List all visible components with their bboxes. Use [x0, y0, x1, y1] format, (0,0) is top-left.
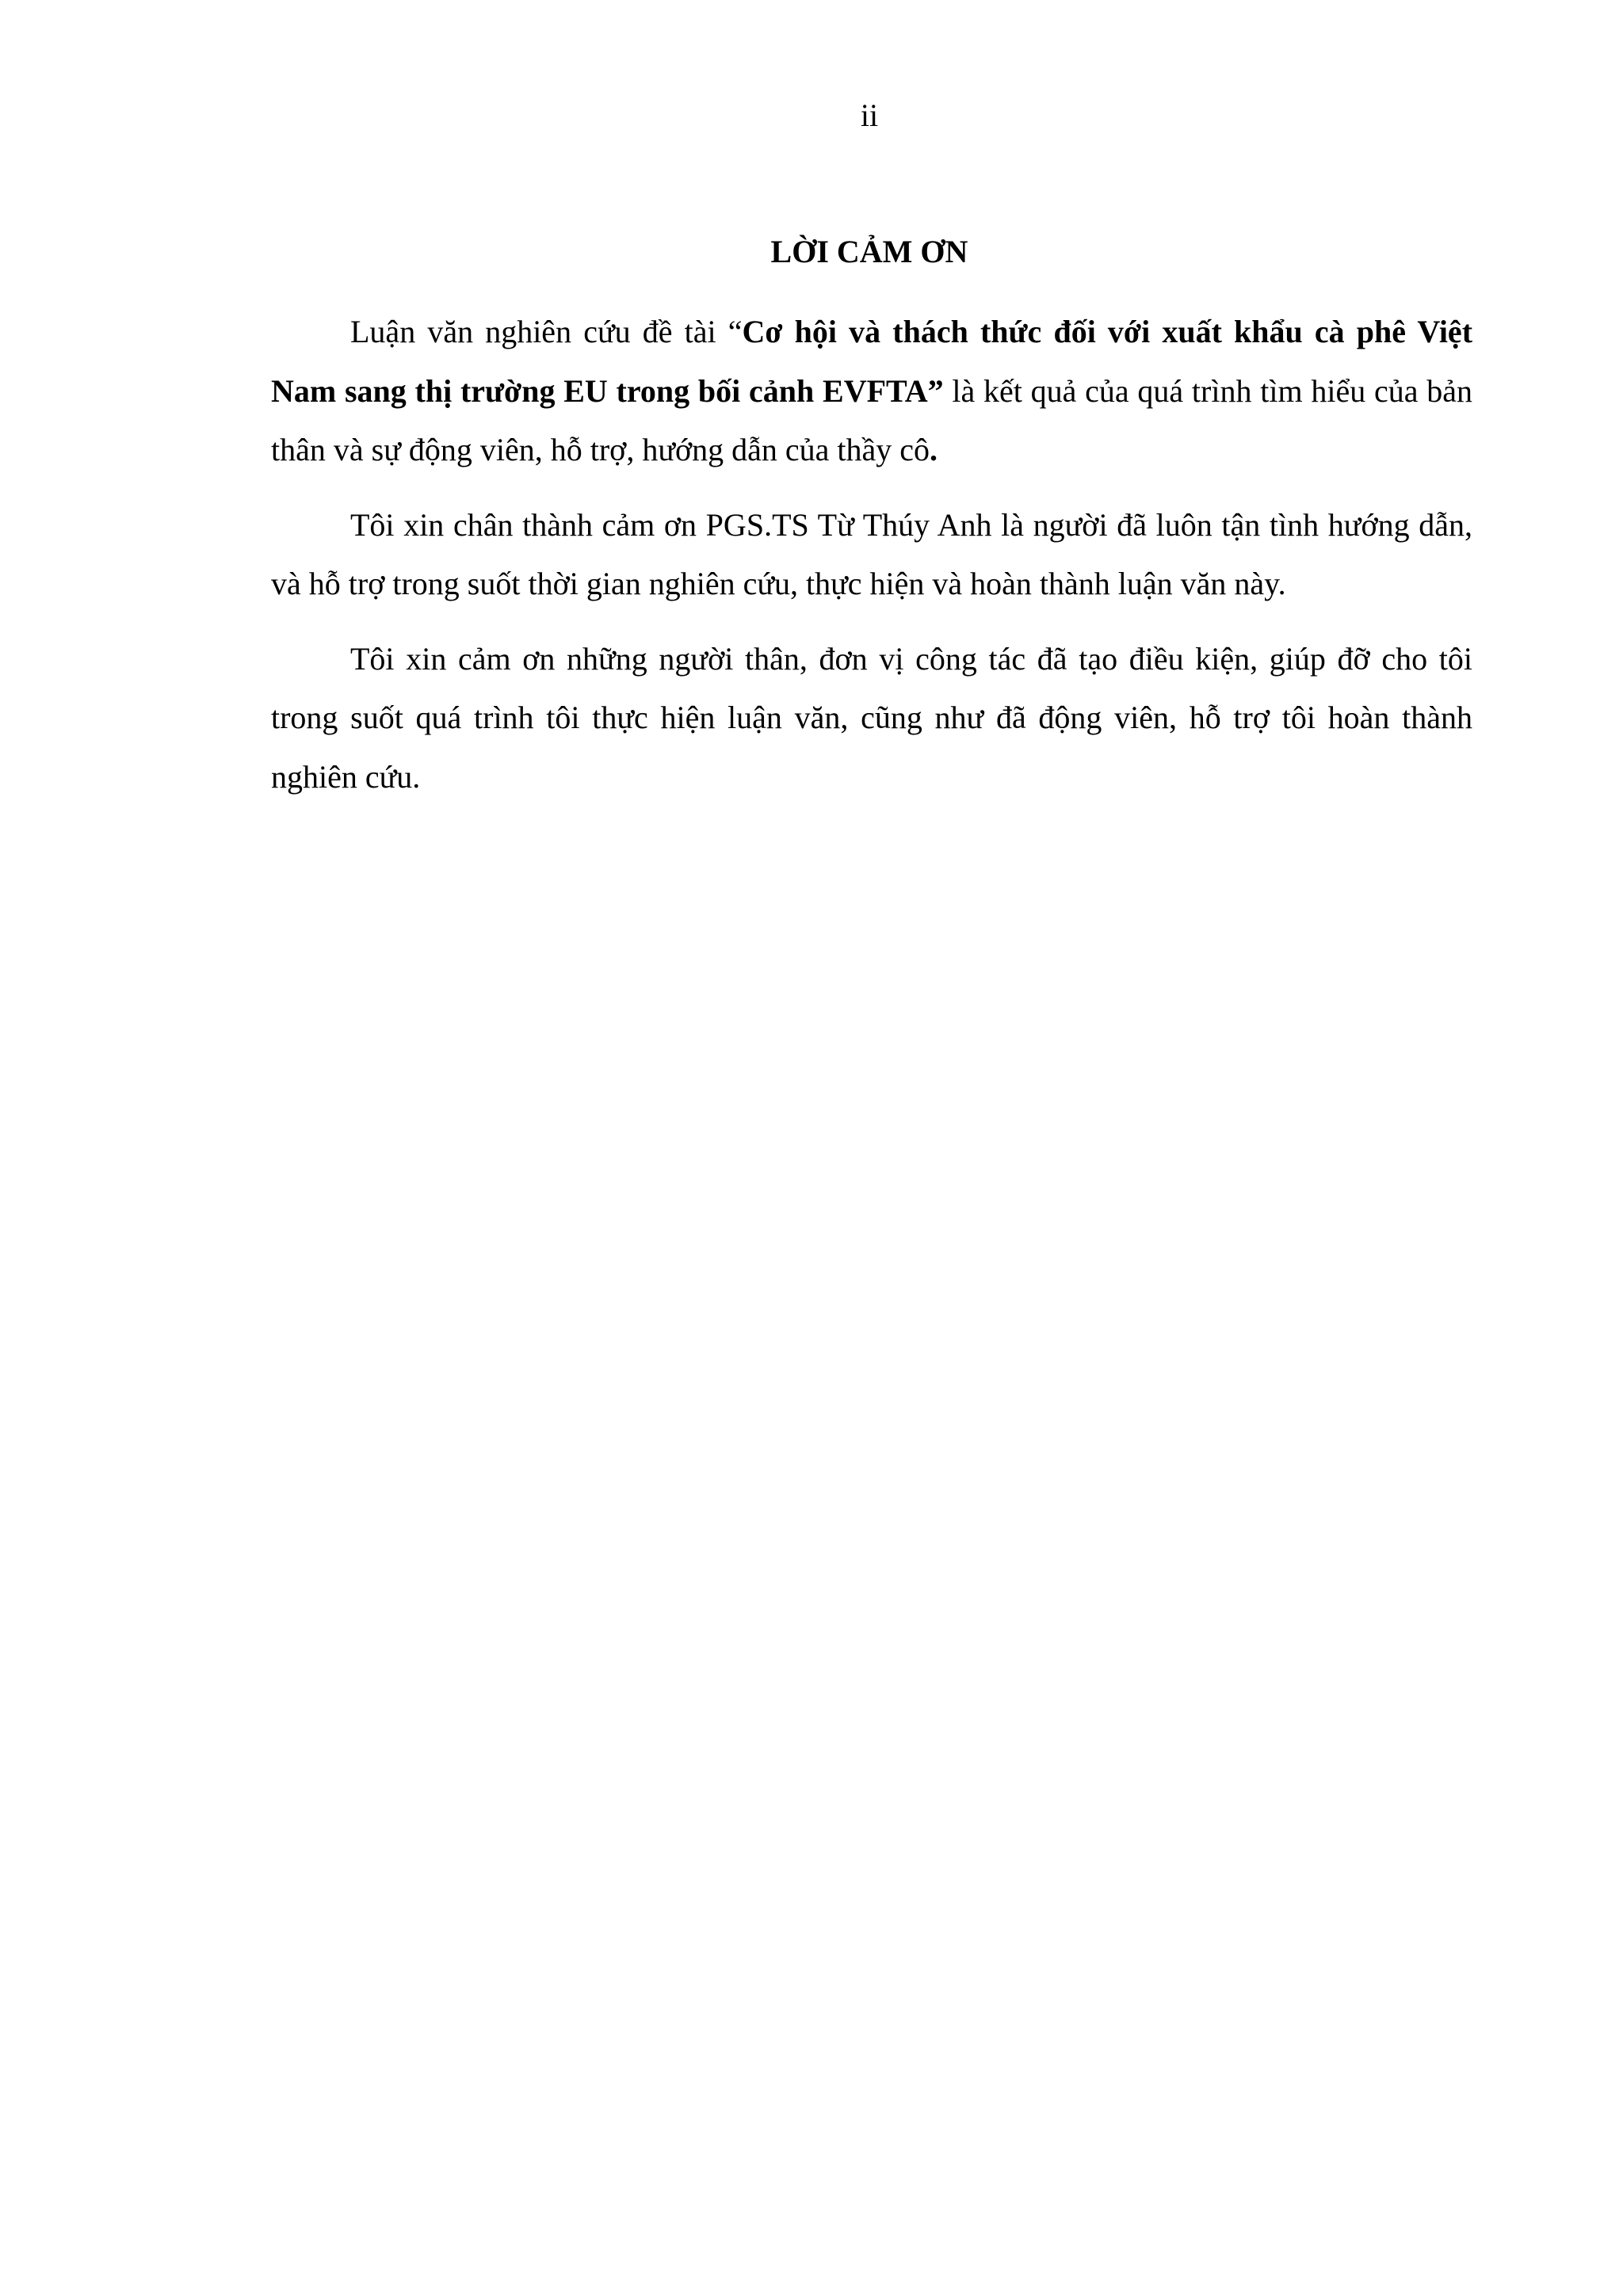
paragraph-topic [271, 303, 1472, 480]
paragraph-supervisor: Tôi xin chân thành cảm ơn PGS.TS Từ Thúy Anh là người đã luôn tận tình hướng dẫn, và hỗ trợ trong suốt thời gian nghiên cứu, thực hiện và hoàn thành luận văn này. [271, 506, 1472, 601]
page-title: LỜI CẢM ƠN [770, 234, 968, 269]
document-body [271, 303, 1472, 822]
page-number: ii [860, 97, 879, 133]
paragraph-topic-rest: là kết quả của quá trình tìm hiểu của bản thân và sự động viên, hỗ trợ, hướng dẫn của thầy cô [271, 372, 1472, 467]
paragraph-topic-end: . [930, 432, 938, 467]
paragraph-family: Tôi xin cảm ơn những người thân, đơn vị công tác đã tạo điều kiện, giúp đỡ cho tôi trong suốt quá trình tôi thực hiện luận văn, cũng như đã động viên, hỗ trợ tôi hoàn thành nghiên cứu. [271, 640, 1472, 795]
thesis-title: Cơ hội và thách thức đối với xuất khẩu cà phê Việt Nam sang thị trường EU trong bối cảnh EVFTA” [271, 314, 1473, 409]
paragraph-topic-intro: Luận văn nghiên cứu đề tài “ [350, 314, 743, 349]
